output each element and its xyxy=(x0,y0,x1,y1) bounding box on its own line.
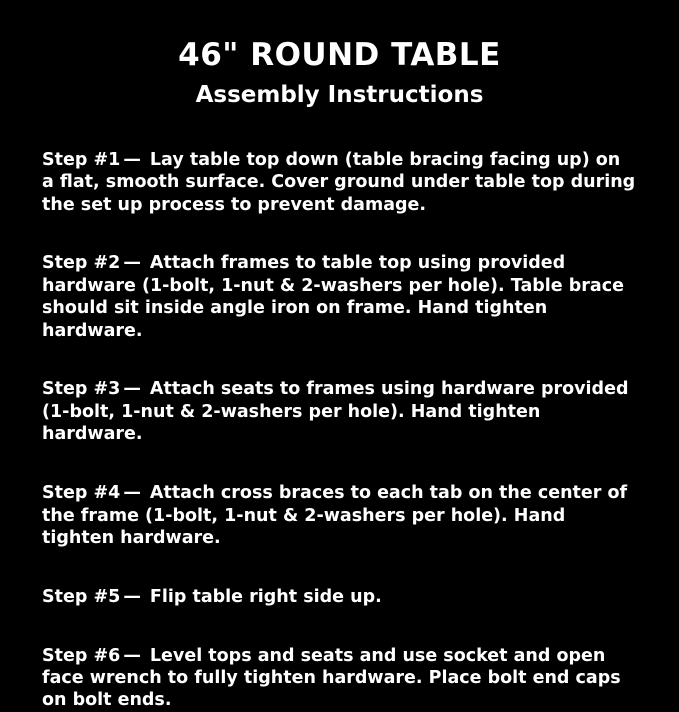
step-label: Step #6 xyxy=(42,645,121,666)
step-dash: — xyxy=(123,253,141,274)
step-dash: — xyxy=(123,645,141,666)
step-dash: — xyxy=(123,149,141,170)
list-item xyxy=(42,252,637,342)
list-item xyxy=(42,378,637,445)
step-text: Level tops and seats and use socket and open face wrench to fully tighten hardware. Place bolt end caps on bolt ends. xyxy=(42,645,621,711)
step-dash: — xyxy=(123,483,141,504)
step-label: Step #2 xyxy=(42,253,121,274)
page-subtitle: Assembly Instructions xyxy=(195,81,484,108)
list-item xyxy=(42,149,637,216)
step-text: Attach cross braces to each tab on the center of the frame (1-bolt, 1-nut & 2-washers per hole). Hand tighten hardware. xyxy=(42,483,628,548)
step-dash: — xyxy=(123,379,141,400)
page-title: 46" ROUND TABLE xyxy=(178,37,501,73)
step-label: Step #3 xyxy=(42,379,121,400)
step-text: Flip table right side up. xyxy=(149,586,382,607)
list-item xyxy=(42,586,637,608)
step-text: Lay table top down (table bracing facing up) on a flat, smooth surface. Cover ground under table top during the set up process to prevent damage. xyxy=(42,149,636,215)
step-text: Attach frames to table top using provided hardware (1-bolt, 1-nut & 2-washers per hole). Table brace should sit inside angle iron on frame. Hand tighten hardware. xyxy=(42,253,624,341)
list-item xyxy=(42,482,637,549)
step-text: Attach seats to frames using hardware provided (1-bolt, 1-nut & 2-washers per hole). Hand tighten hardware. xyxy=(42,379,629,445)
step-label: Step #1 xyxy=(42,149,121,170)
steps-list xyxy=(42,131,637,712)
step-label: Step #4 xyxy=(42,483,121,504)
step-label: Step #5 xyxy=(42,586,121,607)
step-dash: — xyxy=(123,586,141,607)
list-item xyxy=(42,645,637,712)
